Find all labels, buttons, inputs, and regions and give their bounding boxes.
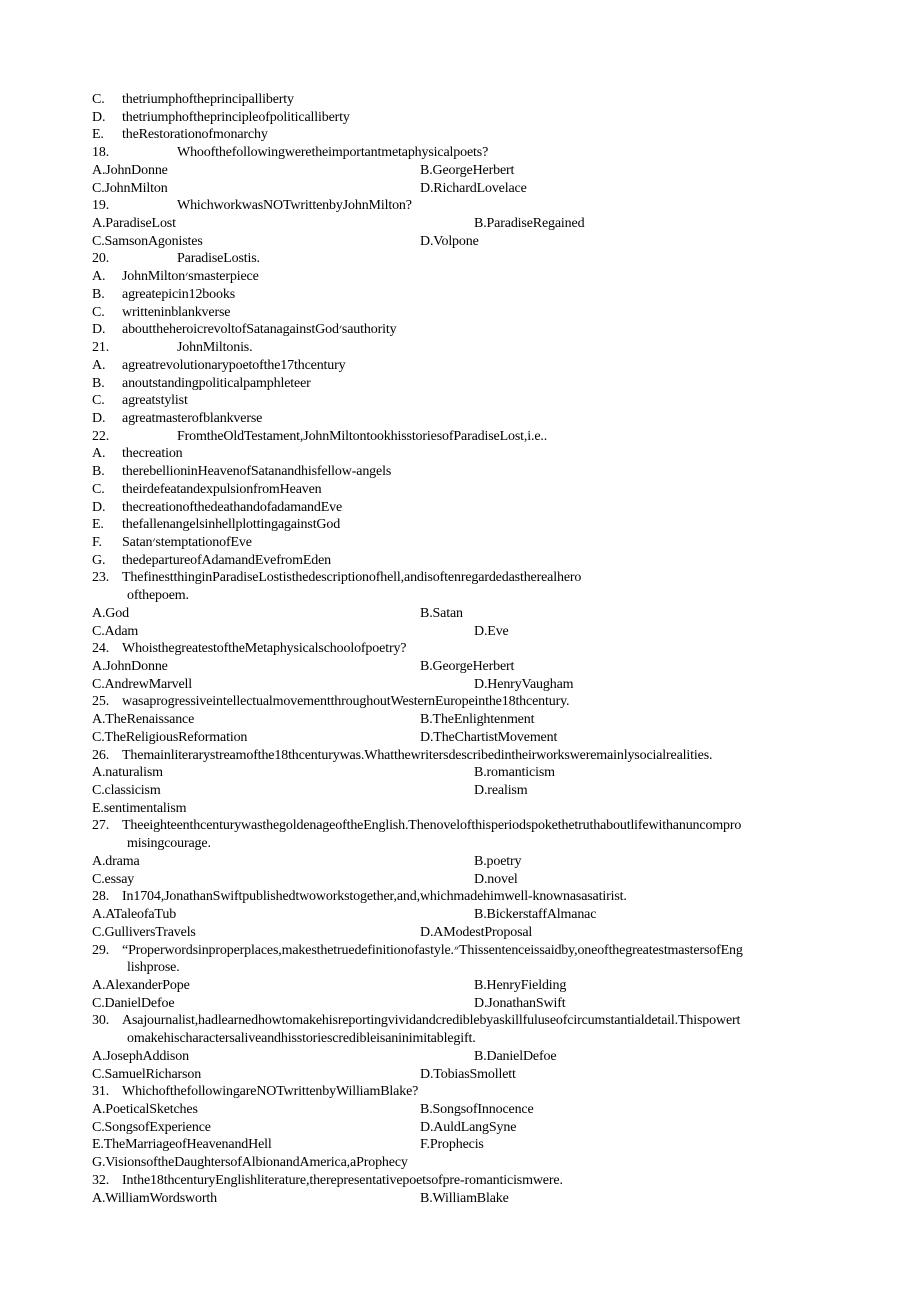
option-label: A.: [92, 446, 106, 462]
question-list: [92, 91, 882, 1207]
option-line: [92, 109, 882, 127]
option-left: C.GulliversTravels: [92, 924, 196, 940]
option-left: C.DanielDefoe: [92, 995, 175, 1011]
option-label: E.: [92, 127, 104, 143]
option-label: B.: [92, 286, 105, 302]
option-line: [92, 445, 882, 463]
option-line: [92, 1154, 882, 1172]
option-label: B.: [92, 464, 105, 480]
question-number: 28.: [92, 889, 110, 905]
question-line: [92, 817, 882, 835]
option-label: C.: [92, 304, 105, 320]
question-line: [92, 569, 882, 587]
option-pair: [92, 1066, 882, 1084]
option-right: D.Eve: [474, 623, 509, 639]
question-number: 29.: [92, 942, 110, 958]
option-line: [92, 516, 882, 534]
question-text: WhoisthegreatestoftheMetaphysicalschoolofpoetry?: [122, 641, 407, 657]
option-left: A.PoeticalSketches: [92, 1101, 198, 1117]
option-label: C.: [92, 92, 105, 107]
option-left: C.SamsonAgonistes: [92, 233, 203, 249]
option-right: D.JonathanSwift: [474, 995, 566, 1011]
question-text: Inthe18thcenturyEnglishliterature,therepresentativepoetsofpre-romanticismwere.: [122, 1172, 563, 1188]
option-left: A.AlexanderPope: [92, 977, 190, 993]
option-text: agreatepicin12books: [122, 286, 235, 302]
option-right: D.TobiasSmollett: [420, 1066, 516, 1082]
question-text: ThefinestthinginParadiseLostisthedescriptionofhell,andisoftenregardedastherealhero: [122, 570, 582, 586]
question-text: JohnMiltonis.: [177, 340, 253, 356]
option-line: [92, 534, 882, 552]
option-label: D.: [92, 109, 106, 125]
option-left: A.drama: [92, 853, 140, 869]
question-number: 20.: [92, 251, 110, 267]
question-text: WhichworkwasNOTwrittenbyJohnMilton?: [177, 198, 412, 214]
question-text: FromtheOldTestament,JohnMiltontookhisstoriesofParadiseLost,i.e..: [177, 428, 548, 444]
question-number: 22.: [92, 428, 110, 444]
question-number: 24.: [92, 641, 110, 657]
option-right: B.romanticism: [474, 765, 555, 781]
question-line: [92, 250, 882, 268]
option-left: C.essay: [92, 871, 135, 887]
question-continuation: [92, 587, 882, 605]
option-text: theirdefeatandexpulsionfromHeaven: [122, 481, 322, 497]
option-line: [92, 499, 882, 517]
option-right: B.BickerstaffAlmanac: [474, 907, 597, 923]
option-left: C.classicism: [92, 783, 161, 799]
option-left: E.TheMarriageofHeavenandHell: [92, 1137, 272, 1153]
option-pair: [92, 162, 882, 180]
option-right: B.GeorgeHerbert: [420, 659, 515, 674]
option-line: [92, 357, 882, 375]
option-text: agreatrevolutionarypoetofthe17thcentury: [122, 357, 346, 373]
option-right: B.Satan: [420, 605, 463, 621]
question-line: [92, 942, 882, 960]
option-right: D.realism: [474, 783, 528, 799]
question-number: 27.: [92, 818, 110, 834]
question-line: [92, 197, 882, 215]
option-pair: [92, 1101, 882, 1119]
option-right: D.novel: [474, 871, 518, 887]
option-right: B.TheEnlightenment: [420, 712, 535, 728]
option-label: E.: [92, 517, 104, 533]
option-right: D.RichardLovelace: [420, 180, 527, 196]
option-text: abouttheheroicrevoltofSatanagainstGod׳sauthority: [122, 322, 397, 338]
question-line: [92, 693, 882, 711]
option-pair: [92, 995, 882, 1013]
question-continuation: [92, 835, 882, 853]
option-label: D.: [92, 322, 106, 338]
option-line: [92, 463, 882, 481]
question-line: [92, 888, 882, 906]
option-text: thecreationofthedeathandofadamandEve: [122, 499, 343, 515]
option-pair: [92, 1136, 882, 1154]
option-right: B.WilliamBlake: [420, 1190, 509, 1206]
option-right: D.HenryVaugham: [474, 676, 574, 692]
option-pair: [92, 871, 882, 889]
question-number: 32.: [92, 1172, 110, 1188]
question-text: ParadiseLostis.: [177, 251, 260, 267]
option-text: JohnMilton׳smasterpiece: [122, 269, 259, 285]
option-pair: [92, 623, 882, 641]
option-label: C.: [92, 393, 105, 409]
question-text: wasaprogressiveintellectualmovementthroughoutWesternEuropeinthe18thcentury.: [122, 694, 570, 710]
option-line: [92, 800, 882, 818]
question-text: Themainliterarystreamofthe18thcenturywas.Whatthewritersdescribedintheirworksweremainlysocialrealities.: [122, 747, 713, 763]
question-number: 23.: [92, 570, 110, 586]
option-right: B.HenryFielding: [474, 977, 567, 993]
question-line: [92, 1172, 882, 1190]
option-right: B.poetry: [474, 853, 522, 869]
question-text: misingcourage.: [127, 836, 211, 852]
question-number: 19.: [92, 198, 110, 214]
option-text: agreatmasterofblankverse: [122, 410, 263, 426]
option-left: C.AndrewMarvell: [92, 676, 193, 692]
question-text: Asajournalist,hadlearnedhowtomakehisreportingvividandcrediblebyaskillfuluseofcircumstantialdetail.Thispowert: [122, 1013, 741, 1029]
option-left: A.WilliamWordsworth: [92, 1190, 217, 1206]
option-left: A.JosephAddison: [92, 1048, 189, 1064]
option-left: A.ParadiseLost: [92, 216, 176, 232]
option-left: A.naturalism: [92, 765, 163, 781]
question-line: [92, 640, 882, 658]
option-line: [92, 481, 882, 499]
option-text: E.sentimentalism: [92, 800, 187, 816]
option-pair: [92, 1119, 882, 1137]
option-pair: [92, 906, 882, 924]
option-text: anoutstandingpoliticalpamphleteer: [122, 375, 311, 391]
option-right: D.TheChartistMovement: [420, 729, 558, 745]
option-text: thefallenangelsinhellplottingagainstGod: [122, 517, 341, 533]
option-line: [92, 91, 882, 109]
option-left: C.SongsofExperience: [92, 1119, 211, 1135]
option-line: [92, 392, 882, 410]
option-label: A.: [92, 357, 106, 373]
option-text: thedepartureofAdamandEvefromEden: [122, 552, 331, 568]
question-text: TheeighteenthcenturywasthegoldenageoftheEnglish.Thenovelofthisperiodspokethetruthaboutlifewithanuncompro: [122, 818, 742, 834]
option-text: writteninblankverse: [122, 304, 231, 320]
option-pair: [92, 180, 882, 198]
question-line: [92, 144, 882, 162]
question-text: WhichofthefollowingareNOTwrittenbyWilliamBlake?: [122, 1084, 419, 1100]
option-label: A.: [92, 269, 106, 285]
question-text: lishprose.: [127, 960, 180, 976]
option-pair: [92, 605, 882, 623]
option-right: D.Volpone: [420, 233, 479, 249]
question-number: 18.: [92, 145, 110, 161]
option-line: [92, 410, 882, 428]
question-number: 21.: [92, 340, 110, 356]
question-number: 25.: [92, 694, 110, 710]
option-text: agreatstylist: [122, 393, 188, 409]
option-text: theRestorationofmonarchy: [122, 127, 268, 143]
option-label: G.: [92, 552, 106, 568]
option-left: A.JohnDonne: [92, 659, 168, 674]
option-right: F.Prophecis: [420, 1137, 484, 1153]
option-right: D.AuldLangSyne: [420, 1119, 517, 1135]
option-pair: [92, 924, 882, 942]
option-left: C.JohnMilton: [92, 180, 168, 196]
question-text: “Properwordsinproperplaces,makesthetruedefinitionofastyle.״Thissentenceissaidby,oneofthegreatestmastersofEng: [122, 942, 743, 958]
option-pair: [92, 215, 882, 233]
option-text: therebellioninHeavenofSatanandhisfellow-angels: [122, 464, 392, 480]
option-right: D.AModestProposal: [420, 924, 533, 940]
option-right: B.DanielDefoe: [474, 1048, 557, 1064]
option-text: thetriumphoftheprincipalliberty: [122, 92, 294, 107]
option-pair: [92, 658, 882, 676]
option-line: [92, 375, 882, 393]
option-line: [92, 126, 882, 144]
option-line: [92, 321, 882, 339]
question-text: Whoofthefollowingweretheimportantmetaphysicalpoets?: [177, 145, 489, 161]
option-line: [92, 552, 882, 570]
question-continuation: [92, 1030, 882, 1048]
option-pair: [92, 1048, 882, 1066]
option-pair: [92, 764, 882, 782]
option-left: A.TheRenaissance: [92, 712, 195, 728]
option-pair: [92, 233, 882, 251]
option-pair: [92, 977, 882, 995]
question-line: [92, 1083, 882, 1101]
option-left: C.SamuelRicharson: [92, 1066, 202, 1082]
option-pair: [92, 1190, 882, 1208]
question-text: ofthepoem.: [127, 588, 189, 604]
question-number: 26.: [92, 747, 110, 763]
option-pair: [92, 676, 882, 694]
question-line: [92, 428, 882, 446]
option-left: A.God: [92, 605, 129, 621]
question-number: 31.: [92, 1084, 110, 1100]
option-pair: [92, 853, 882, 871]
question-text: In1704,JonathanSwiftpublishedtwoworkstogether,and,whichmadehimwell-knownasasatirist.: [122, 889, 627, 905]
option-left: C.TheReligiousReformation: [92, 729, 248, 745]
option-text: G.VisionsoftheDaughtersofAlbionandAmerica,aProphecy: [92, 1155, 408, 1171]
option-label: F.: [92, 534, 102, 550]
question-number: 30.: [92, 1013, 110, 1029]
question-line: [92, 747, 882, 765]
question-line: [92, 339, 882, 357]
option-right: B.ParadiseRegained: [474, 216, 585, 232]
option-left: A.ATaleofaTub: [92, 907, 177, 923]
option-pair: [92, 711, 882, 729]
option-line: [92, 304, 882, 322]
option-pair: [92, 729, 882, 747]
option-label: B.: [92, 375, 105, 391]
option-right: B.SongsofInnocence: [420, 1101, 534, 1117]
question-text: omakehischaractersaliveandhisstoriescredibleisaninimitablegift.: [127, 1031, 476, 1047]
option-label: D.: [92, 499, 106, 515]
option-line: [92, 268, 882, 286]
option-label: C.: [92, 481, 105, 497]
option-line: [92, 286, 882, 304]
question-line: [92, 1012, 882, 1030]
option-left: C.Adam: [92, 623, 139, 639]
option-label: D.: [92, 410, 106, 426]
option-right: B.GeorgeHerbert: [420, 162, 515, 178]
option-text: thetriumphoftheprincipleofpoliticalliberty: [122, 109, 350, 125]
question-continuation: [92, 959, 882, 977]
option-pair: [92, 782, 882, 800]
option-text: thecreation: [122, 446, 183, 462]
option-left: A.JohnDonne: [92, 162, 168, 178]
option-text: Satan׳stemptationofEve: [122, 534, 252, 550]
